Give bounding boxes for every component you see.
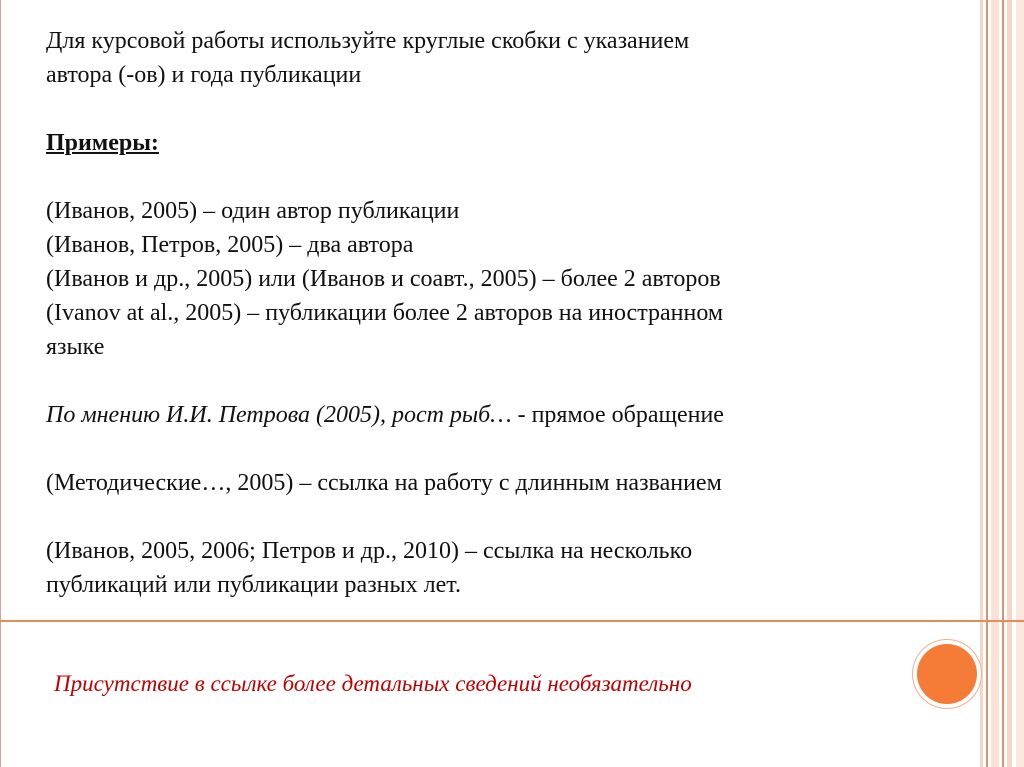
example-foreign-line-2: языке	[46, 334, 105, 360]
example-multiple-authors: (Иванов и др., 2005) или (Иванов и соавт., 2005) – более 2 авторов	[46, 266, 721, 292]
stripe	[986, 0, 988, 767]
examples-heading: Примеры:	[46, 130, 159, 156]
slide-content	[46, 24, 966, 602]
example-single-author: (Иванов, 2005) – один автор публикации	[46, 198, 460, 224]
spacer	[46, 92, 966, 126]
spacer	[46, 160, 966, 194]
decorative-right-stripes	[980, 0, 1024, 767]
direct-quote-example	[46, 398, 966, 432]
long-title-example: (Методические…, 2005) – ссылка на работу с длинным названием	[46, 470, 722, 496]
stripe	[991, 0, 999, 767]
stripe	[1016, 0, 1024, 767]
direct-quote-suffix: - прямое обращение	[511, 402, 724, 428]
direct-quote-italic-text: По мнению И.И. Петрова (2005), рост рыб…	[46, 402, 512, 428]
footer-note: Присутствие в ссылке более детальных сведений необязательно	[54, 671, 692, 696]
spacer	[46, 432, 966, 466]
horizontal-divider	[0, 620, 1024, 622]
multiple-publications-line-2: публикаций или публикации разных лет.	[46, 572, 461, 598]
spacer	[46, 364, 966, 398]
intro-line-2: автора (-ов) и года публикации	[46, 62, 362, 88]
example-two-authors: (Иванов, Петров, 2005) – два автора	[46, 232, 414, 258]
example-foreign-line-1: (Ivanov at al., 2005) – публикации более 2 авторов на иностранном	[46, 300, 724, 326]
stripe	[1007, 0, 1012, 767]
multiple-publications-line-1: (Иванов, 2005, 2006; Петров и др., 2010) – ссылка на несколько	[46, 538, 693, 564]
intro-line-1: Для курсовой работы используйте круглые скобки с указанием	[46, 28, 690, 54]
spacer	[46, 500, 966, 534]
stripe	[1002, 0, 1004, 767]
stripe	[980, 0, 983, 767]
orange-circle-icon	[917, 644, 977, 704]
